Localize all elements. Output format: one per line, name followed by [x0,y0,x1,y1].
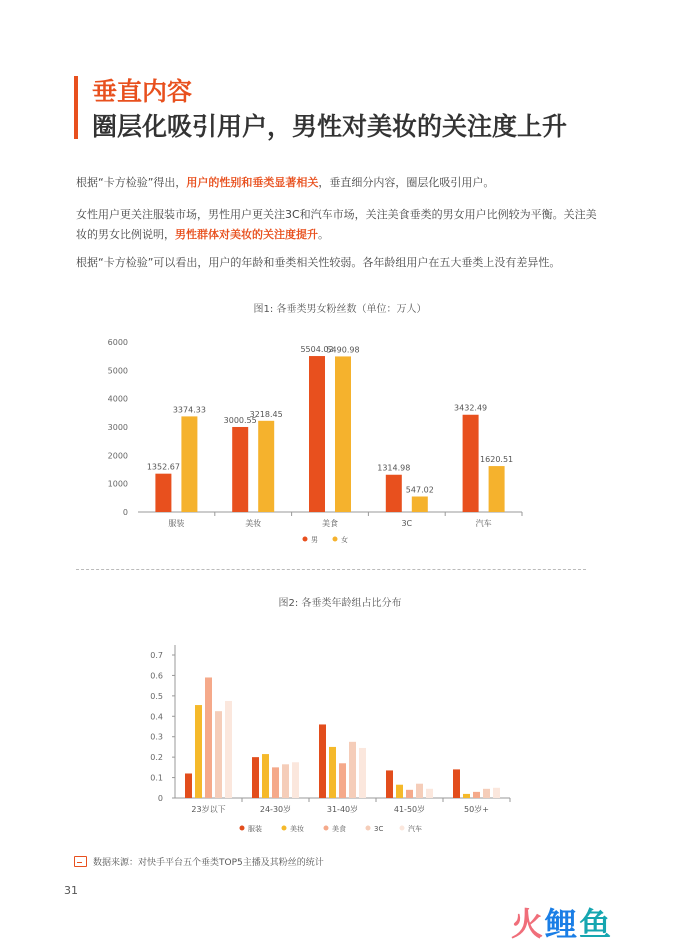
bar-美妆-50岁+ [463,794,470,798]
y-tick-label: 0.3 [150,732,163,742]
logo-char: 鱼 [579,905,614,943]
data-label: 3000.55 [223,415,257,425]
y-tick-label: 0 [157,794,163,803]
bar-3C-24-30岁 [282,764,289,798]
legend-marker [282,826,287,831]
brand-logo [511,899,613,945]
bar-女-3C [412,497,428,512]
x-tick-label: 41-50岁 [393,805,426,814]
paragraph-1 [76,173,602,193]
x-tick-label: 23岁以下 [191,805,226,814]
data-label: 547.02 [405,485,434,495]
bar-服装-23岁以下 [185,773,192,798]
page-subtitle: 圈层化吸引用户，男性对美妆的关注度上升 [92,112,568,141]
bar-汽车-41-50岁 [426,789,433,798]
section-divider [76,569,586,570]
bar-美食-31-40岁 [339,763,346,798]
y-tick-label: 2000 [107,451,128,461]
y-tick-label: 4000 [107,394,128,404]
logo-char: 火 [511,905,546,943]
bar-美妆-24-30岁 [262,754,269,798]
chart1-gender-bar-chart [0,330,680,555]
y-tick-label: 0.1 [150,773,163,783]
title-accent-bar [74,76,78,139]
bar-男-服装 [155,474,171,512]
data-label: 1314.98 [377,463,411,473]
y-tick-label: 0.4 [150,712,163,722]
data-label: 1352.67 [146,462,180,472]
paragraph-text: ，垂直细分内容，圈层化吸引用户。 [318,176,495,189]
legend-marker [324,826,329,831]
bar-女-美妆 [258,421,274,512]
bar-汽车-24-30岁 [292,762,299,798]
y-tick-label: 6000 [107,338,128,347]
bar-汽车-23岁以下 [225,701,232,798]
y-tick-label: 5000 [107,366,128,376]
legend-label: 男 [311,536,318,544]
legend-label: 美食 [332,825,346,833]
chart2-age-bar-chart [0,640,680,840]
logo-char: 鲤 [545,905,580,943]
bar-美妆-41-50岁 [396,785,403,798]
data-label: 5490.98 [326,345,360,355]
data-label: 5504.02 [300,345,334,355]
bar-男-美食 [309,356,325,512]
chart2-title: 图2: 各垂类年龄组占比分布 [278,598,402,609]
y-tick-label: 0.5 [150,691,163,701]
chart1-title: 图1: 各垂类男女粉丝数（单位：万人） [253,304,427,315]
highlight-text: 用户的性别和垂类显著相关 [186,176,319,189]
legend-marker [400,826,405,831]
legend-marker [303,537,308,542]
bar-美妆-23岁以下 [195,705,202,798]
y-tick-label: 1000 [107,479,128,489]
x-tick-label: 汽车 [475,519,492,528]
data-label: 3374.33 [172,405,206,415]
bar-汽车-50岁+ [493,788,500,798]
bar-服装-50岁+ [453,769,460,798]
legend-label: 3C [374,825,384,833]
legend-marker [333,537,338,542]
legend-marker [366,826,371,831]
paragraph-2 [76,205,602,245]
bar-服装-24-30岁 [252,757,259,798]
data-label: 3218.45 [249,409,283,419]
bar-美妆-31-40岁 [329,747,336,798]
legend-label: 服装 [248,825,262,833]
bar-3C-41-50岁 [416,784,423,798]
paragraph-3: 根据“卡方检验”可以看出，用户的年龄和垂类相关性较弱。各年龄组用户在五大垂类上没有差异性。 [76,256,561,269]
bar-服装-31-40岁 [319,724,326,798]
legend-label: 汽车 [408,825,422,833]
y-tick-label: 0.6 [150,671,163,681]
bar-女-汽车 [489,466,505,512]
bar-美食-23岁以下 [205,677,212,798]
paragraph-text: 。 [318,228,329,241]
paragraph-text: 根据“卡方检验”得出， [76,176,187,189]
chart-icon [74,856,87,867]
bar-美食-24-30岁 [272,767,279,798]
y-tick-label: 3000 [107,423,128,432]
bar-男-3C [386,475,402,512]
data-label: 1620.51 [480,455,514,465]
bar-3C-23岁以下 [215,711,222,798]
x-tick-label: 24-30岁 [259,805,292,814]
legend-label: 美妆 [290,825,304,833]
highlight-text: 男性群体对美妆的关注度提升 [175,228,318,241]
x-tick-label: 31-40岁 [326,805,359,814]
page-number: 31 [64,884,78,897]
bar-3C-50岁+ [483,789,490,798]
bar-男-汽车 [463,415,479,512]
x-tick-label: 3C [401,519,413,528]
bar-女-美食 [335,356,351,512]
x-tick-label: 50岁+ [464,805,489,814]
data-label: 3432.49 [454,403,488,413]
bar-美食-50岁+ [473,792,480,798]
legend-label: 女 [341,536,348,544]
bar-服装-41-50岁 [386,770,393,798]
data-source-text: 数据来源：对快手平台五个垂类TOP5主播及其粉丝的统计 [93,858,324,868]
bar-汽车-31-40岁 [359,748,366,798]
data-source-note [74,855,324,868]
y-tick-label: 0.2 [150,753,163,763]
y-tick-label: 0 [122,508,128,517]
x-tick-label: 美妆 [245,519,262,528]
x-tick-label: 美食 [322,519,338,528]
y-tick-label: 0.7 [150,651,163,660]
bar-女-服装 [181,416,197,512]
legend-marker [240,826,245,831]
page-title: 垂直内容 [92,77,193,106]
bar-美食-41-50岁 [406,790,413,798]
bar-3C-31-40岁 [349,742,356,798]
x-tick-label: 服装 [168,519,185,528]
bar-男-美妆 [232,427,248,512]
paragraph-text: 女性用户更关注服装市场，男性用户更关注3C和汽车市场，关注美食垂类的男女用户比例较为平衡。关注美妆的男女比例说明， [76,208,597,241]
